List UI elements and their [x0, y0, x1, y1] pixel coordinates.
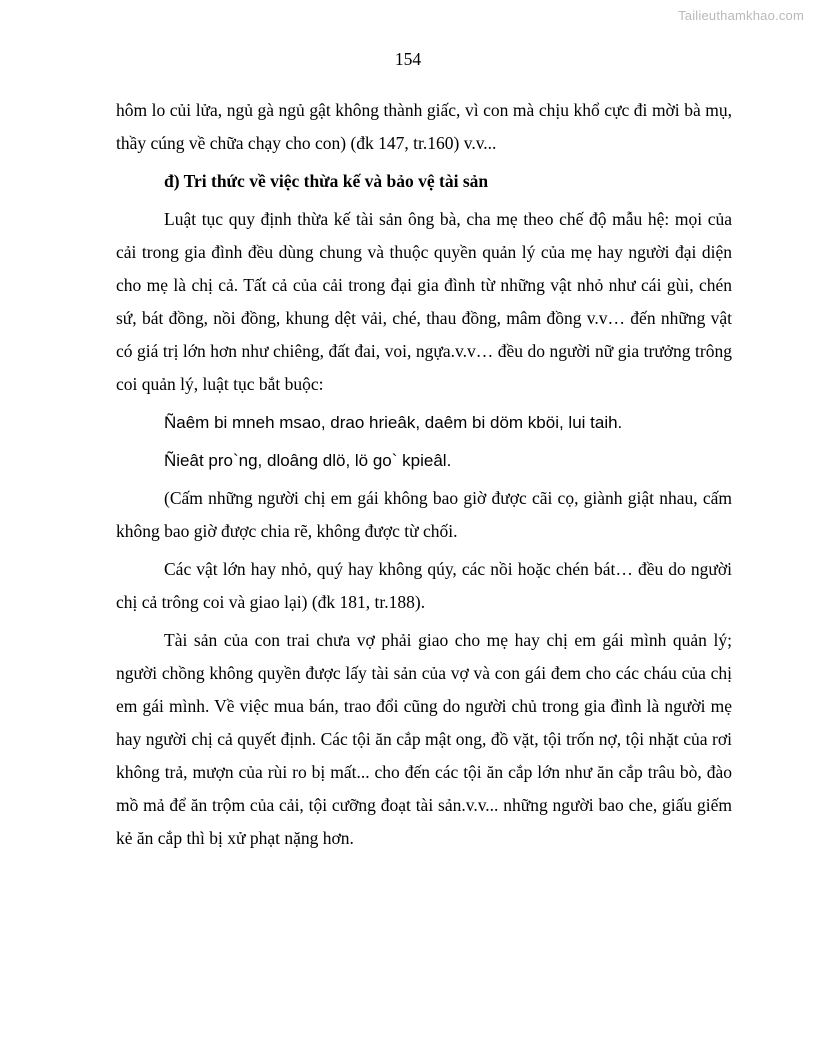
body-paragraph: Luật tục quy định thừa kế tài sản ông bà, cha mẹ theo chế độ mẫu hệ: mọi của cải trong gia đình đều dùng chung và thuộc quyền quản lý của mẹ hay người đại diện cho mẹ là chị cả. Tất cả của cải trong đại gia đình từ những vật nhỏ như cái gùi, chén sứ, bát đồng, nồi đồng, khung dệt vải, ché, thau đồng, mâm đồng v.v… đến những vật có giá trị lớn hơn như chiêng, đất đai, voi, ngựa.v.v… đều do người nữ gia trưởng trông coi quản lý, luật tục bắt buộc: [116, 209, 732, 394]
site-watermark: Tailieuthamkhao.com [678, 8, 804, 23]
body-paragraph: (Cấm những người chị em gái không bao giờ được cãi cọ, giành giật nhau, cấm không bao giờ được chia rẽ, không được từ chối. [116, 488, 732, 541]
document-content [116, 94, 732, 855]
quote-line: Ñieât pro`ng, dloâng dlö, lö go` kpieâl. [164, 451, 452, 470]
page-number: 154 [394, 49, 422, 69]
body-paragraph: Các vật lớn hay nhỏ, quý hay không qúy, các nồi hoặc chén bát… đều do người chị cả trông coi và giao lại) (đk 181, tr.188). [116, 559, 732, 612]
quote-line: Ñaêm bi mneh msao, drao hrieâk, daêm bi döm kböi, lui taih. [164, 413, 623, 432]
paragraph-continuation: hôm lo củi lửa, ngủ gà ngủ gật không thành giấc, vì con mà chịu khổ cực đi mời bà mụ, thầy cúng về chữa chạy cho con) (đk 147, tr.160) v.v... [116, 100, 732, 153]
body-paragraph: Tài sản của con trai chưa vợ phải giao cho mẹ hay chị em gái mình quản lý; người chồng không quyền được lấy tài sản của vợ và con gái đem cho các cháu của chị em gái mình. Về việc mua bán, trao đổi cũng do người chủ trong gia đình là người mẹ hay người chị cả quyết định. Các tội ăn cắp mật ong, đồ vặt, tội trốn nợ, tội nhặt của rơi không trả, mượn của rùi ro bị mất... cho đến các tội ăn cắp lớn như ăn cắp trâu bò, đào mồ mả để ăn trộm của cải, tội cưỡng đoạt tài sản.v.v... những người bao che, giấu giếm kẻ ăn cắp thì bị xử phạt nặng hơn. [116, 630, 732, 848]
section-heading: đ) Tri thức về việc thừa kế và bảo vệ tài sản [164, 171, 489, 191]
